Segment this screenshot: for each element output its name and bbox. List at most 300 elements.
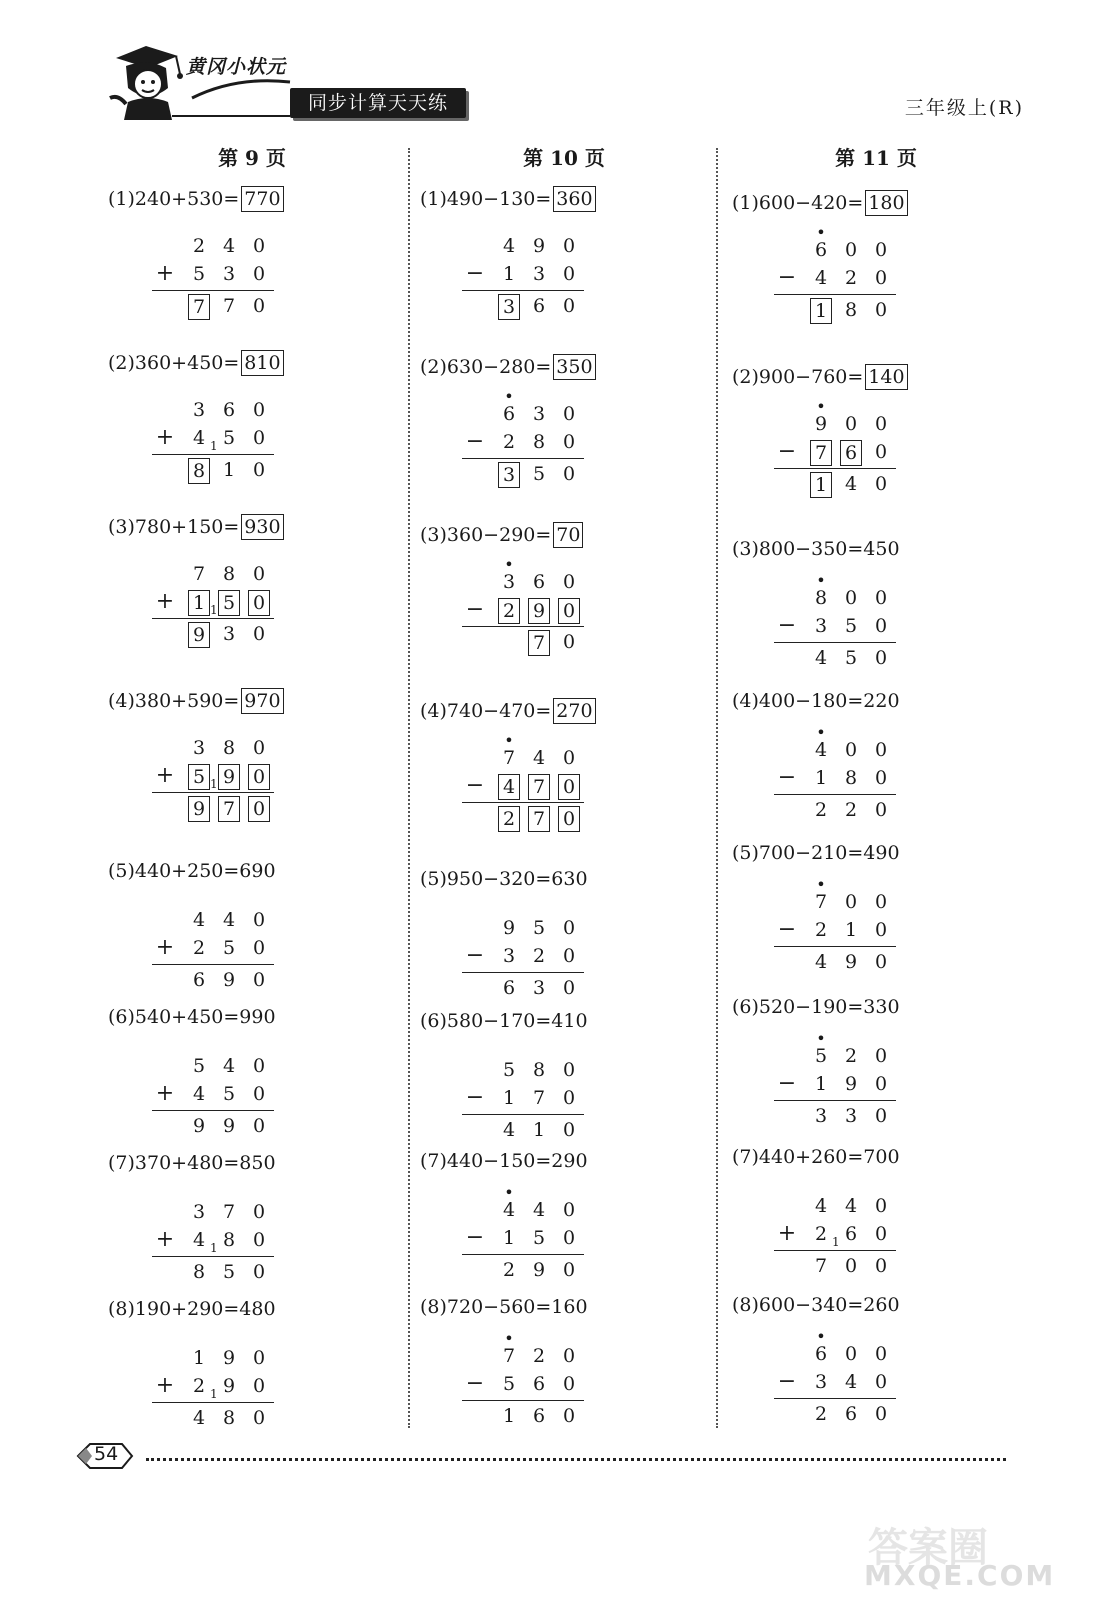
problem-number: (6) (108, 1006, 135, 1028)
result-digit: 0 (252, 623, 266, 645)
result-digit: 3 (498, 294, 520, 320)
minuend-digit: 7 (502, 747, 516, 769)
minuend-digit: 4 (844, 1195, 858, 1217)
minuend-digit: 0 (874, 413, 888, 435)
result-digit: 0 (874, 299, 888, 321)
equation (420, 1296, 588, 1318)
expression: 360−290= (446, 524, 552, 546)
problem-number: (6) (732, 996, 759, 1018)
result-digit: 0 (562, 1405, 576, 1427)
addend-digit: 0 (252, 263, 266, 285)
minuend-digit: 3 (502, 571, 516, 593)
addend-digit: 8 (222, 1229, 236, 1251)
equation (732, 190, 908, 216)
expression: 240+530= (134, 188, 240, 210)
minuend-digit: 0 (562, 235, 576, 257)
result-digit: 5 (844, 647, 858, 669)
minuend-digit: 0 (844, 413, 858, 435)
operator-sign: − (465, 943, 485, 968)
operator-sign: − (465, 1085, 485, 1110)
minuend-digit: 4 (532, 1199, 546, 1221)
minuend-digit: 3 (192, 737, 206, 759)
column-title-page-10: 第 10 页 (523, 146, 605, 170)
expression: 600−340= (758, 1294, 864, 1316)
result-digit: 2 (814, 799, 828, 821)
addend-digit: 2 (502, 431, 516, 453)
minuend-digit: 0 (252, 399, 266, 421)
addend-digit: 9 (218, 764, 240, 790)
result-digit: 0 (562, 1259, 576, 1281)
minuend-digit: 0 (252, 1201, 266, 1223)
addend-digit: 0 (562, 1087, 576, 1109)
carry-mark: 1 (210, 777, 218, 791)
result-digit: 0 (252, 295, 266, 317)
page-number-badge (76, 1440, 134, 1472)
operator-sign: − (777, 1071, 797, 1096)
result-digit: 0 (874, 1403, 888, 1425)
minuend-digit: 8 (814, 587, 828, 609)
problem-number: (7) (108, 1152, 135, 1174)
result-digit: 4 (502, 1119, 516, 1141)
expression: 800−350= (758, 538, 864, 560)
result-digit: 3 (532, 977, 546, 999)
result-digit: 2 (844, 799, 858, 821)
brand-swoosh-icon (186, 66, 296, 106)
result-digit: 0 (562, 295, 576, 317)
addend-digit: 4 (814, 267, 828, 289)
sum-line (774, 794, 896, 795)
minuend-digit: 4 (814, 739, 828, 761)
equation (420, 186, 596, 212)
minuend-digit: 8 (222, 563, 236, 585)
borrow-dot: • (816, 397, 826, 416)
watermark-text: MXQE.COM (864, 1559, 1056, 1592)
expression: 370+480= (134, 1152, 240, 1174)
minuend-digit: 6 (502, 403, 516, 425)
operator-sign: − (777, 917, 797, 942)
equation (732, 690, 900, 712)
sum-line (774, 946, 896, 947)
sum-line (462, 1114, 584, 1115)
problem-number: (5) (732, 842, 759, 864)
minuend-digit: 9 (502, 917, 516, 939)
addend-digit: 0 (874, 919, 888, 941)
header-rule (172, 115, 290, 117)
answer: 690 (239, 860, 276, 882)
answer: 930 (241, 514, 283, 540)
addend-digit: 0 (874, 441, 888, 463)
problem-number: (2) (420, 356, 447, 378)
minuend-digit: 0 (844, 587, 858, 609)
result-digit: 6 (532, 295, 546, 317)
addend-digit: 0 (874, 767, 888, 789)
result-digit: 3 (498, 462, 520, 488)
borrow-dot: • (816, 223, 826, 242)
minuend-digit: 6 (814, 239, 828, 261)
minuend-digit: 5 (814, 1045, 828, 1067)
minuend-digit: 0 (562, 917, 576, 939)
addend-digit: 0 (874, 615, 888, 637)
equation (108, 350, 284, 376)
addend-digit: 3 (814, 615, 828, 637)
sum-line (152, 1256, 274, 1257)
minuend-digit: 0 (252, 737, 266, 759)
addend-digit: 0 (562, 945, 576, 967)
addend-digit: 0 (874, 267, 888, 289)
sum-line (462, 290, 584, 291)
addend-digit: 4 (192, 1229, 206, 1251)
result-digit: 1 (810, 298, 832, 324)
equation (420, 1150, 588, 1172)
result-digit: 0 (252, 1407, 266, 1429)
result-digit: 0 (252, 1115, 266, 1137)
sum-line (774, 1398, 896, 1399)
result-digit: 9 (532, 1259, 546, 1281)
minuend-digit: 0 (874, 1343, 888, 1365)
minuend-digit: 4 (192, 909, 206, 931)
operator-sign: − (465, 1225, 485, 1250)
addend-digit: 5 (192, 263, 206, 285)
minuend-digit: 0 (874, 1195, 888, 1217)
operator-sign: + (155, 425, 175, 450)
minuend-digit: 0 (252, 1347, 266, 1369)
watermark-logo-icon: 答案圈 (868, 1524, 988, 1571)
watermark (864, 1516, 1054, 1592)
equation (732, 1294, 900, 1316)
result-digit: 3 (814, 1105, 828, 1127)
result-digit: 0 (562, 1119, 576, 1141)
borrow-dot: • (504, 1183, 514, 1202)
minuend-digit: 4 (532, 747, 546, 769)
result-digit: 8 (222, 1407, 236, 1429)
addend-digit: 2 (814, 919, 828, 941)
addend-digit: 3 (502, 945, 516, 967)
result-digit: 7 (188, 294, 210, 320)
borrow-dot: • (816, 1029, 826, 1048)
addend-digit: 1 (844, 919, 858, 941)
expression: 720−560= (446, 1296, 552, 1318)
operator-sign: + (155, 1227, 175, 1252)
equation (108, 860, 276, 882)
addend-digit: 2 (532, 945, 546, 967)
result-digit: 9 (188, 622, 210, 648)
addend-digit: 2 (498, 598, 520, 624)
brand-name: 黄冈小状元 (186, 56, 287, 78)
addend-digit: 5 (222, 427, 236, 449)
addend-digit: 4 (192, 427, 206, 449)
problem-number: (2) (732, 366, 759, 388)
answer: 770 (241, 186, 283, 212)
carry-mark: 1 (832, 1235, 840, 1249)
addend-digit: 0 (558, 598, 580, 624)
addend-digit: 1 (502, 1087, 516, 1109)
equation (420, 1010, 588, 1032)
addend-digit: 0 (874, 1223, 888, 1245)
minuend-digit: 2 (192, 235, 206, 257)
result-digit: 0 (562, 463, 576, 485)
problem-number: (2) (108, 352, 135, 374)
borrow-dot: • (504, 555, 514, 574)
result-digit: 0 (248, 796, 270, 822)
answer: 330 (863, 996, 900, 1018)
answer: 450 (863, 538, 900, 560)
addend-digit: 2 (814, 1223, 828, 1245)
minuend-digit: 0 (874, 891, 888, 913)
minuend-digit: 4 (502, 235, 516, 257)
equation (732, 842, 900, 864)
column-title-page-9: 第 9 页 (218, 146, 286, 170)
borrow-dot: • (816, 1327, 826, 1346)
answer: 970 (241, 688, 283, 714)
expression: 440−150= (446, 1150, 552, 1172)
carry-mark: 1 (210, 603, 218, 617)
minuend-digit: 0 (874, 587, 888, 609)
minuend-digit: 0 (252, 909, 266, 931)
minuend-digit: 4 (814, 1195, 828, 1217)
sum-line (152, 618, 274, 619)
answer: 180 (865, 190, 907, 216)
addend-digit: 1 (814, 1073, 828, 1095)
problem-number: (3) (420, 524, 447, 546)
result-digit: 7 (528, 630, 550, 656)
result-digit: 8 (844, 299, 858, 321)
expression: 190+290= (134, 1298, 240, 1320)
addend-digit: 0 (252, 937, 266, 959)
result-digit: 1 (810, 472, 832, 498)
addend-digit: 4 (192, 1083, 206, 1105)
addend-digit: 5 (222, 1083, 236, 1105)
expression: 400−180= (758, 690, 864, 712)
result-digit: 6 (192, 969, 206, 991)
addend-digit: 6 (532, 1373, 546, 1395)
sum-line (152, 1402, 274, 1403)
minuend-digit: 3 (192, 1201, 206, 1223)
result-digit: 1 (502, 1405, 516, 1427)
page-number: 54 (94, 1443, 119, 1465)
expression: 740−470= (446, 700, 552, 722)
sum-line (774, 642, 896, 643)
addend-digit: 3 (222, 263, 236, 285)
operator-sign: − (777, 265, 797, 290)
grade-label: 三年级上(R) (904, 97, 1024, 119)
minuend-digit: 6 (814, 1343, 828, 1365)
minuend-digit: 9 (222, 1347, 236, 1369)
problem-number: (4) (108, 690, 135, 712)
problem-number: (3) (108, 516, 135, 538)
addend-digit: 1 (502, 263, 516, 285)
problem-number: (7) (420, 1150, 447, 1172)
addend-digit: 4 (844, 1371, 858, 1393)
minuend-digit: 0 (562, 1199, 576, 1221)
equation (420, 354, 596, 380)
column-title-page-11: 第 11 页 (835, 146, 917, 170)
carry-mark: 1 (210, 439, 218, 453)
minuend-digit: 0 (562, 1345, 576, 1367)
result-digit: 0 (874, 1105, 888, 1127)
expression: 700−210= (758, 842, 864, 864)
answer: 260 (863, 1294, 900, 1316)
result-digit: 0 (874, 647, 888, 669)
expression: 580−170= (446, 1010, 552, 1032)
result-digit: 9 (222, 1115, 236, 1137)
expression: 540+450= (134, 1006, 240, 1028)
addend-digit: 0 (562, 263, 576, 285)
expression: 520−190= (758, 996, 864, 1018)
addend-digit: 5 (532, 1227, 546, 1249)
minuend-digit: 6 (532, 571, 546, 593)
expression: 440+250= (134, 860, 240, 882)
operator-sign: − (777, 439, 797, 464)
sum-line (774, 294, 896, 295)
equation (420, 522, 583, 548)
addend-digit: 9 (528, 598, 550, 624)
minuend-digit: 8 (532, 1059, 546, 1081)
addend-digit: 1 (188, 590, 210, 616)
minuend-digit: 4 (222, 1055, 236, 1077)
operator-sign: − (777, 1369, 797, 1394)
addend-digit: 0 (874, 1073, 888, 1095)
addend-digit: 0 (248, 590, 270, 616)
equation (108, 514, 284, 540)
addend-digit: 7 (532, 1087, 546, 1109)
sum-line (462, 802, 584, 803)
result-digit: 5 (532, 463, 546, 485)
result-digit: 2 (502, 1259, 516, 1281)
operator-sign: + (155, 589, 175, 614)
result-digit: 7 (528, 806, 550, 832)
result-digit: 3 (222, 623, 236, 645)
equation (108, 186, 284, 212)
minuend-digit: 0 (562, 571, 576, 593)
addend-digit: 5 (188, 764, 210, 790)
sum-line (462, 458, 584, 459)
minuend-digit: 3 (532, 403, 546, 425)
expression: 630−280= (446, 356, 552, 378)
problem-number: (4) (732, 690, 759, 712)
answer: 140 (865, 364, 907, 390)
equation (108, 688, 284, 714)
addend-digit: 0 (562, 1227, 576, 1249)
result-digit: 0 (874, 473, 888, 495)
answer: 360 (553, 186, 595, 212)
equation (108, 1006, 276, 1028)
result-digit: 6 (844, 1403, 858, 1425)
minuend-digit: 7 (502, 1345, 516, 1367)
problem-number: (8) (108, 1298, 135, 1320)
operator-sign: − (465, 1371, 485, 1396)
result-digit: 3 (844, 1105, 858, 1127)
equation (108, 1152, 276, 1174)
addend-digit: 5 (502, 1373, 516, 1395)
result-digit: 0 (874, 799, 888, 821)
problem-number: (8) (732, 1294, 759, 1316)
addend-digit: 3 (814, 1371, 828, 1393)
minuend-digit: 0 (562, 747, 576, 769)
borrow-dot: • (816, 571, 826, 590)
result-digit: 4 (814, 647, 828, 669)
expression: 600−420= (758, 192, 864, 214)
addend-digit: 9 (222, 1375, 236, 1397)
answer: 850 (239, 1152, 276, 1174)
minuend-digit: 3 (192, 399, 206, 421)
result-digit: 9 (844, 951, 858, 973)
addend-digit: 8 (532, 431, 546, 453)
result-digit: 6 (502, 977, 516, 999)
sum-line (152, 964, 274, 965)
result-digit: 7 (814, 1255, 828, 1277)
answer: 810 (241, 350, 283, 376)
borrow-dot: • (504, 387, 514, 406)
answer: 630 (551, 868, 588, 890)
problem-number: (3) (732, 538, 759, 560)
addend-digit: 7 (810, 440, 832, 466)
minuend-digit: 2 (532, 1345, 546, 1367)
addend-digit: 0 (252, 1375, 266, 1397)
addend-digit: 7 (528, 774, 550, 800)
minuend-digit: 4 (222, 909, 236, 931)
operator-sign: + (777, 1221, 797, 1246)
expression: 440+260= (758, 1146, 864, 1168)
sum-line (462, 972, 584, 973)
answer: 480 (239, 1298, 276, 1320)
answer: 990 (239, 1006, 276, 1028)
operator-sign: − (465, 429, 485, 454)
expression: 490−130= (446, 188, 552, 210)
result-digit: 4 (814, 951, 828, 973)
addend-digit: 0 (252, 1229, 266, 1251)
series-title: 同步计算天天练 (290, 88, 466, 118)
borrow-dot: • (816, 723, 826, 742)
answer: 160 (551, 1296, 588, 1318)
sum-line (152, 454, 274, 455)
operator-sign: + (155, 1081, 175, 1106)
addend-digit: 6 (840, 440, 862, 466)
borrow-dot: • (816, 875, 826, 894)
minuend-digit: 6 (222, 399, 236, 421)
addend-digit: 3 (532, 263, 546, 285)
equation (420, 698, 596, 724)
addend-digit: 5 (218, 590, 240, 616)
minuend-digit: 0 (844, 239, 858, 261)
addend-digit: 1 (814, 767, 828, 789)
sum-line (152, 792, 274, 793)
operator-sign: + (155, 1373, 175, 1398)
answer: 700 (863, 1146, 900, 1168)
result-digit: 0 (562, 977, 576, 999)
minuend-digit: 0 (252, 1055, 266, 1077)
equation (732, 364, 908, 390)
addend-digit: 6 (844, 1223, 858, 1245)
minuend-digit: 4 (222, 235, 236, 257)
minuend-digit: 5 (192, 1055, 206, 1077)
problem-number: (5) (108, 860, 135, 882)
result-digit: 0 (874, 1255, 888, 1277)
expression: 380+590= (134, 690, 240, 712)
sum-line (152, 290, 274, 291)
minuend-digit: 2 (844, 1045, 858, 1067)
carry-mark: 1 (210, 1241, 218, 1255)
addend-digit: 0 (252, 427, 266, 449)
problem-number: (4) (420, 700, 447, 722)
addend-digit: 5 (844, 615, 858, 637)
addend-digit: 0 (562, 1373, 576, 1395)
minuend-digit: 0 (844, 891, 858, 913)
problem-number: (7) (732, 1146, 759, 1168)
borrow-dot: • (504, 731, 514, 750)
operator-sign: + (155, 763, 175, 788)
operator-sign: − (465, 597, 485, 622)
equation (732, 538, 900, 560)
